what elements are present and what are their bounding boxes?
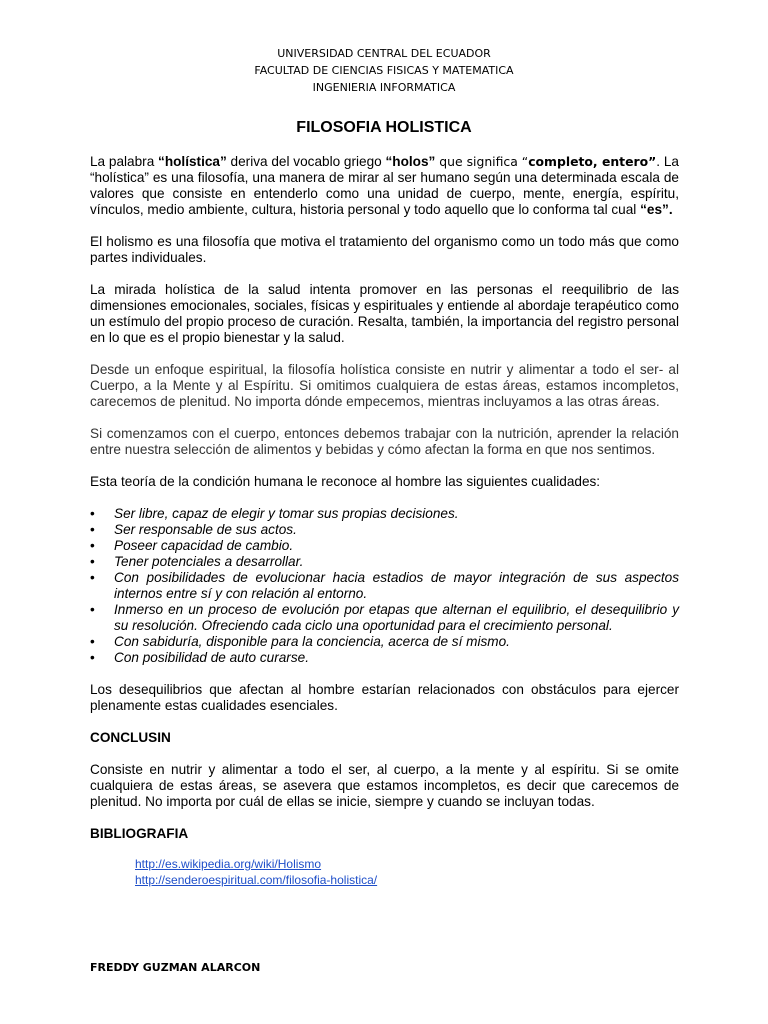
document-title: FILOSOFIA HOLISTICA xyxy=(296,119,472,136)
document-header xyxy=(0,45,768,96)
conclusion-heading: CONCLUSIN xyxy=(90,730,171,745)
intro-bold-1: “holística” xyxy=(158,154,227,169)
imbalance-paragraph: Los desequilibrios que afectan al hombre estarían relacionados con obstáculos para ejercer plenamente estas cualidades esenciales. xyxy=(90,682,679,713)
intro-text-3: que significa “ xyxy=(435,154,529,169)
list-item: • Ser responsable de sus actos. xyxy=(90,522,679,538)
wikipedia-link[interactable]: http://es.wikipedia.org/wiki/Holismo xyxy=(135,857,322,871)
qualities-intro-paragraph: Esta teoría de la condición humana le reconoce al hombre las siguientes cualidades: xyxy=(90,474,601,489)
bibliography-heading: BIBLIOGRAFIA xyxy=(90,826,189,841)
nutrition-paragraph: Si comenzamos con el cuerpo, entonces debemos trabajar con la nutrición, aprender la relación entre nuestra selección de alimentos y bebidas y cómo afectan la forma en que nos sentimos. xyxy=(90,426,679,457)
list-item: • Inmerso en un proceso de evolución por etapas que alternan el equilibrio, el desequilibrio y su resolución. Ofreciendo cada ciclo una oportunidad para el crecimiento personal. xyxy=(90,602,679,634)
intro-text-2: deriva del vocablo griego xyxy=(226,154,386,169)
document-body xyxy=(90,154,679,888)
qualities-list xyxy=(90,506,679,666)
program-name: INGENIERIA INFORMATICA xyxy=(312,81,456,94)
intro-text-1: La palabra xyxy=(90,154,159,169)
intro-bold-4: “es”. xyxy=(640,202,673,217)
list-item: • Con sabiduría, disponible para la conciencia, acerca de sí mismo. xyxy=(90,634,679,650)
holism-paragraph: El holismo es una filosofía que motiva el tratamiento del organismo como un todo más que como partes individuales. xyxy=(90,234,679,265)
faculty-name: FACULTAD DE CIENCIAS FISICAS Y MATEMATICA xyxy=(254,64,514,77)
author-footer: FREDDY GUZMAN ALARCON xyxy=(90,961,261,974)
intro-bold-3: completo, entero” xyxy=(528,154,657,169)
list-item: • Tener potenciales a desarrollar. xyxy=(90,554,679,570)
list-item: • Poseer capacidad de cambio. xyxy=(90,538,679,554)
health-paragraph: La mirada holística de la salud intenta promover en las personas el reequilibrio de las dimensiones emocionales, sociales, físicas y espirituales y entiende al abordaje terapéutico como un estímulo del propio proceso de curación. Resalta, también, la importancia del registro personal en lo que es el propio bienestar y la salud. xyxy=(90,282,679,345)
sendero-espiritual-link[interactable]: http://senderoespiritual.com/filosofia-holistica/ xyxy=(135,873,378,887)
spiritual-paragraph: Desde un enfoque espiritual, la filosofía holística consiste en nutrir y alimentar a todo el ser- al Cuerpo, a la Mente y al Espíritu. Si omitimos cualquiera de estas áreas, estamos incompletos, carecemos de plenitud. No importa dónde empecemos, mientras incluyamos a las otras áreas. xyxy=(90,362,679,409)
intro-bold-2: “holos” xyxy=(385,154,436,169)
intro-text-4: . La “holística” es una filosofía, una manera de mirar al ser humano según una determinada escala de valores que consiste en entenderlo como una unidad de cuerpo, mente, energía, espíritu, vínculos, medio ambiente, cultura, historia personal y todo aquello que lo conforma tal cual xyxy=(90,154,679,217)
university-name: UNIVERSIDAD CENTRAL DEL ECUADOR xyxy=(277,47,491,60)
list-item: • Con posibilidades de evolucionar hacia estadios de mayor integración de sus aspectos internos entre sí y con relación al entorno. xyxy=(90,570,679,602)
conclusion-paragraph: Consiste en nutrir y alimentar a todo el ser, al cuerpo, a la mente y al espíritu. Si se omite cualquiera de estas áreas, se asevera que estamos incompletos, es decir que carecemos de plenitud. No importa por cuál de ellas se inicie, siempre y cuando se incluyan todas. xyxy=(90,762,679,809)
intro-paragraph xyxy=(90,154,679,218)
bibliography-links xyxy=(90,856,679,888)
list-item: • Ser libre, capaz de elegir y tomar sus propias decisiones. xyxy=(90,506,679,522)
list-item: • Con posibilidad de auto curarse. xyxy=(90,650,679,666)
